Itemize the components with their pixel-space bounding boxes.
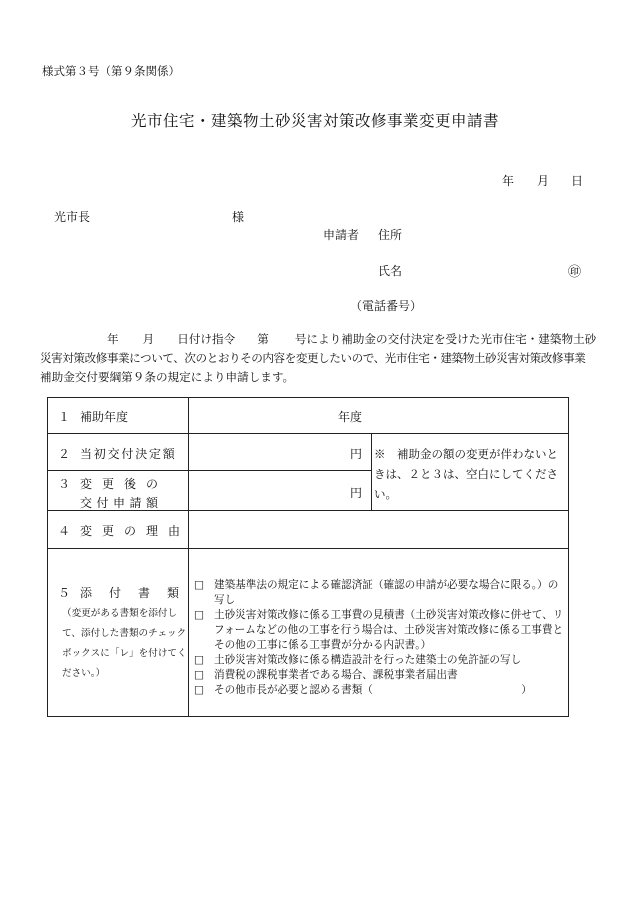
attachment-text: 土砂災害対策改修に係る構造設計を行った建築士の免許証の写し xyxy=(214,654,522,666)
attachment-checkbox[interactable]: □ xyxy=(194,669,205,681)
statement-line1-rest: 号により補助金の交付決定を受けた光市住宅・建築物土砂 xyxy=(294,332,597,346)
statement-directive: 日付け指令 xyxy=(177,332,236,346)
row4-number: ４ xyxy=(58,524,71,538)
amount-note: ※ 補助金の額の変更が伴わないときは、２と３は、空白にしてください。 xyxy=(374,447,558,501)
statement-line3: 補助金交付要綱第９条の規定により申請します。 xyxy=(40,370,295,384)
name-field[interactable]: 氏名 xyxy=(378,264,403,278)
row3-label-line2: 交付申請額 xyxy=(80,496,163,510)
initial-amount-field[interactable]: 円 xyxy=(350,447,363,461)
attachment-item[interactable] xyxy=(194,668,566,683)
row2-number: ２ xyxy=(58,447,71,461)
attachment-item[interactable] xyxy=(194,683,566,698)
date-day[interactable]: 日 xyxy=(571,174,584,188)
row1-label: 補助年度 xyxy=(80,410,129,424)
addressee-honorific: 様 xyxy=(232,210,245,224)
addressee-mayor: 光市長 xyxy=(54,210,91,224)
row5-number: ５ xyxy=(58,586,71,600)
statement-number[interactable]: 第 xyxy=(257,332,269,346)
attachment-item[interactable] xyxy=(194,578,566,608)
date-year[interactable]: 年 xyxy=(502,174,515,188)
attachments-list xyxy=(194,578,566,698)
row4-label: 変更の理由 xyxy=(80,524,191,538)
attachment-text: 消費税の課税事業者である場合、課税事業者届出書 xyxy=(214,669,458,681)
row1-number: １ xyxy=(58,410,71,424)
attachment-checkbox[interactable]: □ xyxy=(194,609,205,621)
attachment-item[interactable] xyxy=(194,608,566,653)
row2-label: 当初交付決定額 xyxy=(80,447,177,461)
row3-number: ３ xyxy=(58,477,71,491)
row5-label: 添付書類 xyxy=(80,586,197,600)
phone-field[interactable]: （電話番号） xyxy=(350,299,423,313)
attachment-checkbox[interactable]: □ xyxy=(194,654,205,666)
attachment-checkbox[interactable]: □ xyxy=(194,684,205,696)
attachment-text: 建築基準法の規定による確認済証（確認の申請が必要な場合に限る。）の写し xyxy=(214,579,559,606)
change-reason-field[interactable] xyxy=(196,514,562,544)
page-title: 光市住宅・建築物土砂災害対策改修事業変更申請書 xyxy=(130,112,499,130)
seal-mark: ㊞ xyxy=(568,265,582,280)
address-field[interactable]: 住所 xyxy=(378,228,403,242)
statement-line2: 災害対策改修事業について、次のとおりその内容を変更したいので、光市住宅・建築物土砂災害対策改修事業 xyxy=(40,351,586,365)
attachment-item[interactable] xyxy=(194,653,566,668)
date-month[interactable]: 月 xyxy=(537,174,550,188)
form-id: 様式第３号（第９条関係） xyxy=(42,64,180,78)
applicant-label: 申請者 xyxy=(323,228,360,242)
statement-year[interactable]: 年 xyxy=(107,332,119,346)
attachment-checkbox[interactable]: □ xyxy=(194,579,205,591)
subsidy-year-field[interactable]: 年度 xyxy=(338,410,363,424)
attachment-text: 土砂災害対策改修に係る工事費の見積書（土砂災害対策改修に併せて、リフォームなどの他の工事を行う場合は、土砂災害対策改修に係る工事費とその他の工事に係る工事費が分かる内訳書。） xyxy=(214,609,564,651)
attachments-instructions: （変更がある書類を添付して、添付した書類のチェックボックスに「レ」を付けてください。） xyxy=(62,608,187,679)
application-statement xyxy=(40,330,598,387)
statement-month[interactable]: 月 xyxy=(142,332,155,346)
changed-amount-field[interactable]: 円 xyxy=(350,486,363,500)
attachment-text: その他市長が必要と認める書類（ ） xyxy=(214,684,532,696)
application-table xyxy=(47,397,569,717)
row3-label-line1: 変更後の xyxy=(80,477,169,491)
